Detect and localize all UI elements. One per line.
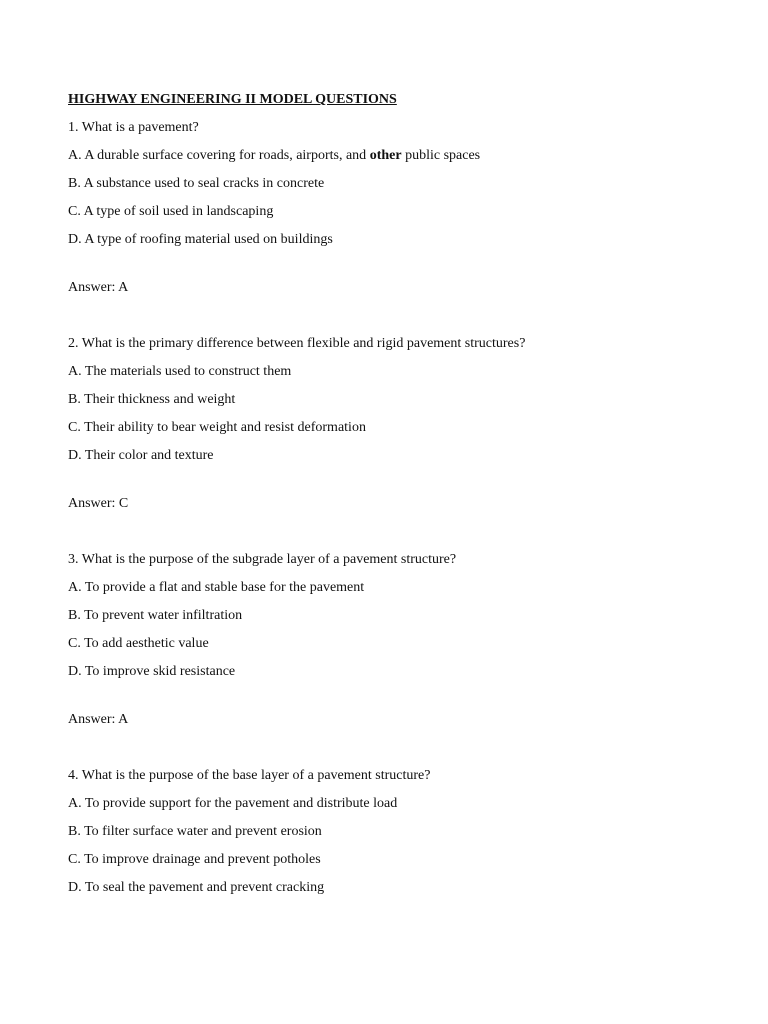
option-c: C. To add aesthetic value — [68, 636, 209, 651]
option-text-tail: public spaces — [401, 148, 481, 163]
question-block-3 — [68, 550, 728, 730]
answer-text: Answer: A — [68, 280, 129, 295]
document-title: HIGHWAY ENGINEERING II MODEL QUESTIONS — [68, 92, 397, 107]
question-text: 1. What is a pavement? — [68, 120, 199, 135]
option-b: B. A substance used to seal cracks in concrete — [68, 176, 325, 191]
option-b: B. Their thickness and weight — [68, 392, 236, 407]
question-text: 2. What is the primary difference between flexible and rigid pavement structures? — [68, 336, 526, 351]
question-block-2 — [68, 334, 728, 514]
option-a: A. To provide a flat and stable base for the pavement — [68, 580, 365, 595]
question-text: 3. What is the purpose of the subgrade layer of a pavement structure? — [68, 552, 457, 567]
option-text: A. A durable surface covering for roads, airports, and — [68, 148, 370, 163]
option-b: B. To filter surface water and prevent erosion — [68, 824, 322, 839]
option-a — [68, 146, 728, 166]
question-block-1 — [68, 118, 728, 298]
option-a: A. To provide support for the pavement and distribute load — [68, 796, 398, 811]
option-d: D. To seal the pavement and prevent cracking — [68, 880, 325, 895]
option-c: C. To improve drainage and prevent potholes — [68, 852, 321, 867]
option-a: A. The materials used to construct them — [68, 364, 292, 379]
answer-text: Answer: C — [68, 496, 129, 511]
question-block-4 — [68, 766, 728, 898]
option-b: B. To prevent water infiltration — [68, 608, 243, 623]
option-d: D. To improve skid resistance — [68, 664, 236, 679]
option-c: C. A type of soil used in landscaping — [68, 204, 274, 219]
option-c: C. Their ability to bear weight and resist deformation — [68, 420, 366, 435]
document-page — [68, 90, 728, 906]
option-d: D. Their color and texture — [68, 448, 214, 463]
answer-text: Answer: A — [68, 712, 129, 727]
option-bold-text: other — [369, 148, 402, 163]
option-d: D. A type of roofing material used on buildings — [68, 232, 333, 247]
question-text: 4. What is the purpose of the base layer of a pavement structure? — [68, 768, 431, 783]
